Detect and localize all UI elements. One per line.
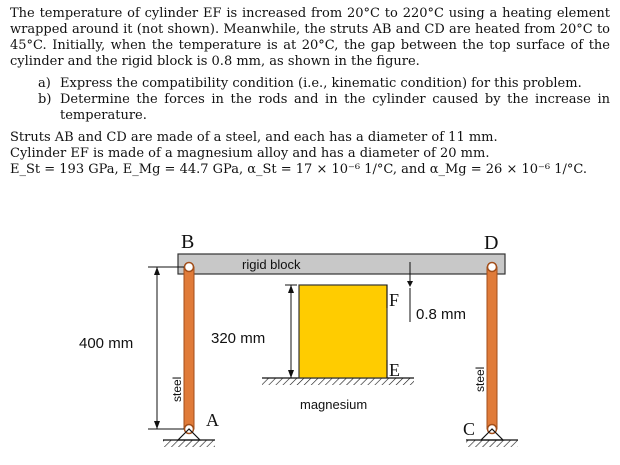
point-c-label: C: [463, 419, 476, 439]
question-b: [38, 92, 610, 124]
cylinder-material-label: magnesium: [300, 397, 368, 412]
strut-cd: [487, 267, 497, 429]
strut-right-material-label: steel: [473, 366, 487, 392]
structure-figure: [0, 222, 620, 465]
point-e-label: E: [389, 360, 400, 380]
point-b-label: B: [181, 231, 195, 253]
strut-description: Struts AB and CD are made of a steel, and each has a diameter of 11 mm.: [10, 130, 498, 145]
pin-d: [488, 263, 497, 272]
question-list: [10, 76, 610, 124]
question-a-label: a): [38, 76, 51, 91]
question-b-text: Determine the forces in the rods and in the cylinder caused by the increase in temperature.: [60, 92, 610, 123]
problem-intro: The temperature of cylinder EF is increased from 20°C to 220°C using a heating element wrapped around it (not shown). Meanwhile, the struts AB and CD are heated from 20°C to 45°C. Initially, when the temperature is at 20°C, the gap between the top surface of the cylinder and the rigid block is 0.8 mm, as shown in the figure.: [10, 6, 610, 69]
point-a-label: A: [206, 410, 219, 430]
point-f-label: F: [389, 290, 400, 310]
gap-arrowhead: [407, 281, 413, 287]
pin-b: [185, 263, 194, 272]
rigid-block-label: rigid block: [242, 257, 301, 272]
cylinder-dim-arrow-top: [288, 285, 294, 293]
strut-dim-arrow-top: [154, 267, 160, 275]
rigid-block: [178, 254, 505, 274]
strut-ab: [184, 267, 194, 429]
question-a-text: Express the compatibility condition (i.e., kinematic condition) for this problem.: [60, 76, 582, 91]
gap-label: 0.8 mm: [416, 306, 467, 323]
ground-left-hatch: [163, 440, 215, 447]
material-properties: E_St = 193 GPa, E_Mg = 44.7 GPa, α_St = 17 × 10⁻⁶ 1/°C, and α_Mg = 26 × 10⁻⁶ 1/°C.: [10, 162, 587, 177]
cylinder-dim-arrow-bottom: [288, 370, 294, 378]
strut-left-material-label: steel: [170, 376, 184, 402]
magnesium-cylinder: [299, 285, 387, 378]
ground-right-hatch: [466, 440, 518, 447]
cylinder-length-label: 320 mm: [211, 330, 266, 347]
question-a: [38, 76, 610, 92]
cylinder-description: Cylinder EF is made of a magnesium alloy and has a diameter of 20 mm.: [10, 146, 490, 161]
strut-dim-arrow-bottom: [154, 421, 160, 429]
question-b-label: b): [38, 92, 52, 107]
point-d-label: D: [484, 232, 499, 254]
strut-length-label: 400 mm: [79, 335, 134, 352]
